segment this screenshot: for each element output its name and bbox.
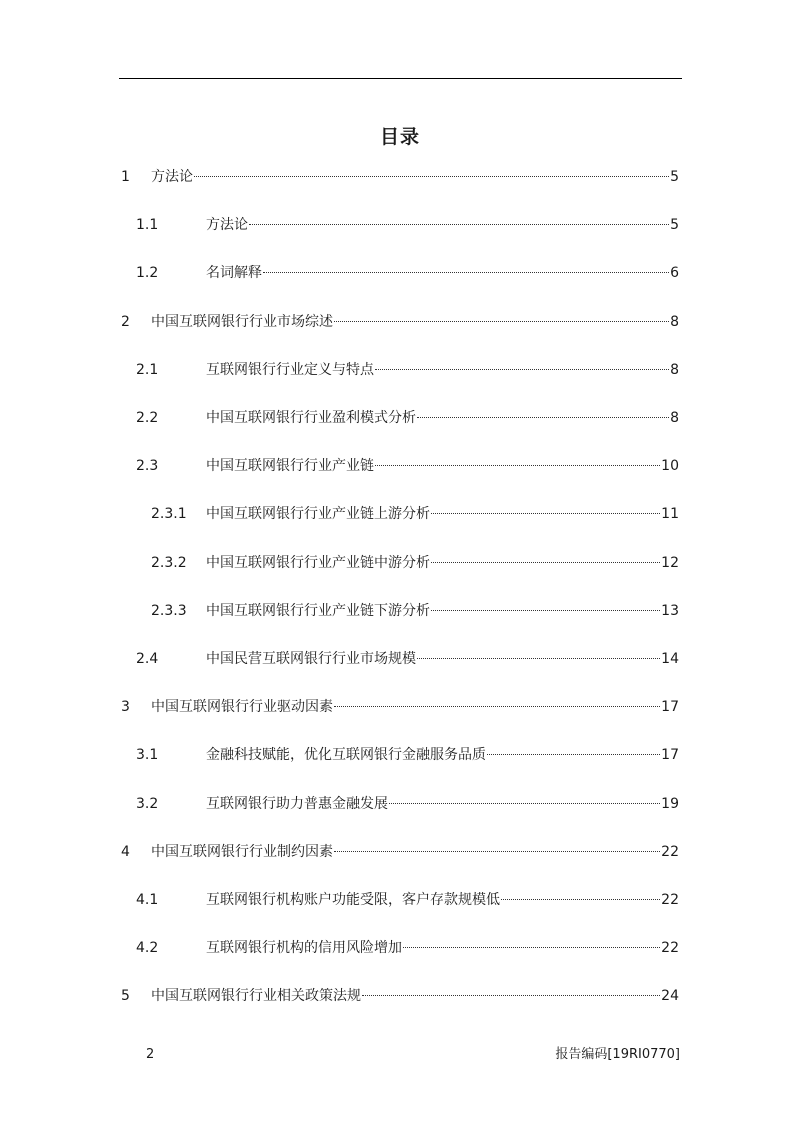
toc-entry-page: 22 [661,892,679,908]
toc-entry-page: 17 [661,747,679,764]
toc-entry-number: 2.3.2 [151,554,187,571]
toc-dot-leader [389,789,660,804]
toc-entry-page: 12 [661,554,679,571]
toc-entry-page: 8 [670,313,679,330]
toc-dot-leader [334,692,660,707]
toc-dot-leader [375,355,669,370]
toc-entry[interactable] [0,455,800,477]
toc-entry-page: 13 [661,602,679,619]
toc-entry-title: 互联网银行机构账户功能受限，客户存款规模低 [206,892,500,908]
toc-dot-leader [263,258,669,273]
toc-entry-title: 方法论 [151,169,193,185]
toc-entry-number: 5 [121,988,130,1005]
toc-entry-number: 4.2 [136,940,159,957]
toc-dot-leader [431,596,660,611]
toc-entry-title: 中国民营互联网银行行业市场规模 [206,651,416,667]
toc-entry[interactable] [0,600,800,622]
toc-entry[interactable] [0,262,800,284]
toc-entry-page: 17 [661,699,679,716]
toc-entry-title: 中国互联网银行行业市场综述 [151,313,333,330]
toc-entry-number: 3.1 [136,747,159,764]
toc-entry-number: 2.4 [136,651,159,667]
toc-entry-title: 互联网银行行业定义与特点 [206,361,374,378]
toc-title: 目录 [379,126,420,148]
toc-dot-leader [249,210,669,225]
toc-entry-number: 4 [121,843,130,860]
toc-entry[interactable] [0,214,800,236]
toc-entry-number: 2.2 [136,410,159,426]
toc-entry[interactable] [0,937,800,959]
toc-dot-leader [375,451,660,466]
toc-dot-leader [417,644,660,659]
toc-entry-page: 14 [661,651,679,667]
toc-entry-title: 中国互联网银行行业相关政策法规 [151,988,361,1005]
toc-entry[interactable] [0,407,800,429]
toc-entry-page: 5 [670,169,679,185]
toc-entry-number: 1.1 [136,217,159,234]
toc-entry-page: 8 [670,410,679,426]
toc-entry-number: 1.2 [136,265,159,282]
toc-entry[interactable] [0,793,800,815]
toc-entry-number: 2 [121,313,130,330]
toc-entry[interactable] [0,166,800,188]
toc-entry-page: 22 [661,940,679,957]
header-rule [119,78,682,79]
toc-entry-page: 19 [661,795,679,812]
toc-dot-leader [417,403,669,418]
toc-entry-page: 24 [661,988,679,1005]
footer-report-code: 报告编码[19RI0770] [555,1047,680,1062]
toc-entry-page: 11 [661,506,679,523]
toc-entry-number: 2.3.3 [151,602,187,619]
toc-entry-number: 4.1 [136,892,159,908]
toc-entry-number: 3.2 [136,795,159,812]
toc-entry-title: 中国互联网银行行业产业链上游分析 [206,506,430,523]
toc-entry[interactable] [0,696,800,718]
toc-entry-number: 2.3 [136,458,159,475]
toc-entry[interactable] [0,359,800,381]
toc-entry-title: 中国互联网银行行业产业链 [206,458,374,475]
toc-entry-number: 3 [121,699,130,716]
toc-dot-leader [487,740,660,755]
toc-entry-number: 2.3.1 [151,506,187,523]
toc-dot-leader [431,499,660,514]
toc-entry-title: 中国互联网银行行业驱动因素 [151,699,333,716]
toc-entry[interactable] [0,841,800,863]
toc-entry-title: 名词解释 [206,265,262,282]
toc-dot-leader [334,307,669,322]
toc-dot-leader [362,981,660,996]
toc-dot-leader [431,548,660,563]
toc-entry-number: 1 [121,169,130,185]
toc-dot-leader [501,885,660,900]
footer-page-number: 2 [146,1047,155,1062]
toc-entry[interactable] [0,648,800,670]
toc-entry-title: 金融科技赋能，优化互联网银行金融服务品质 [206,747,486,764]
toc-entry-title: 中国互联网银行行业产业链中游分析 [206,554,430,571]
toc-entry-page: 8 [670,361,679,378]
toc-entry[interactable] [0,311,800,333]
toc-entry[interactable] [0,985,800,1007]
toc-dot-leader [403,933,660,948]
toc-entry-title: 互联网银行助力普惠金融发展 [206,795,388,812]
toc-entry[interactable] [0,744,800,766]
toc-entry-number: 2.1 [136,361,159,378]
toc-dot-leader [194,162,669,177]
toc-entry-page: 5 [670,217,679,234]
toc-entry[interactable] [0,889,800,911]
toc-entry-page: 10 [661,458,679,475]
toc-entry-title: 中国互联网银行行业制约因素 [151,843,333,860]
toc-entry[interactable] [0,552,800,574]
toc-entry-page: 6 [670,265,679,282]
toc-dot-leader [334,837,660,852]
toc-entry-title: 中国互联网银行行业盈利模式分析 [206,410,416,426]
toc-entry[interactable] [0,503,800,525]
toc-entry-title: 中国互联网银行行业产业链下游分析 [206,602,430,619]
toc-entry-title: 方法论 [206,217,248,234]
toc-entry-page: 22 [661,843,679,860]
toc-entry-title: 互联网银行机构的信用风险增加 [206,940,402,957]
